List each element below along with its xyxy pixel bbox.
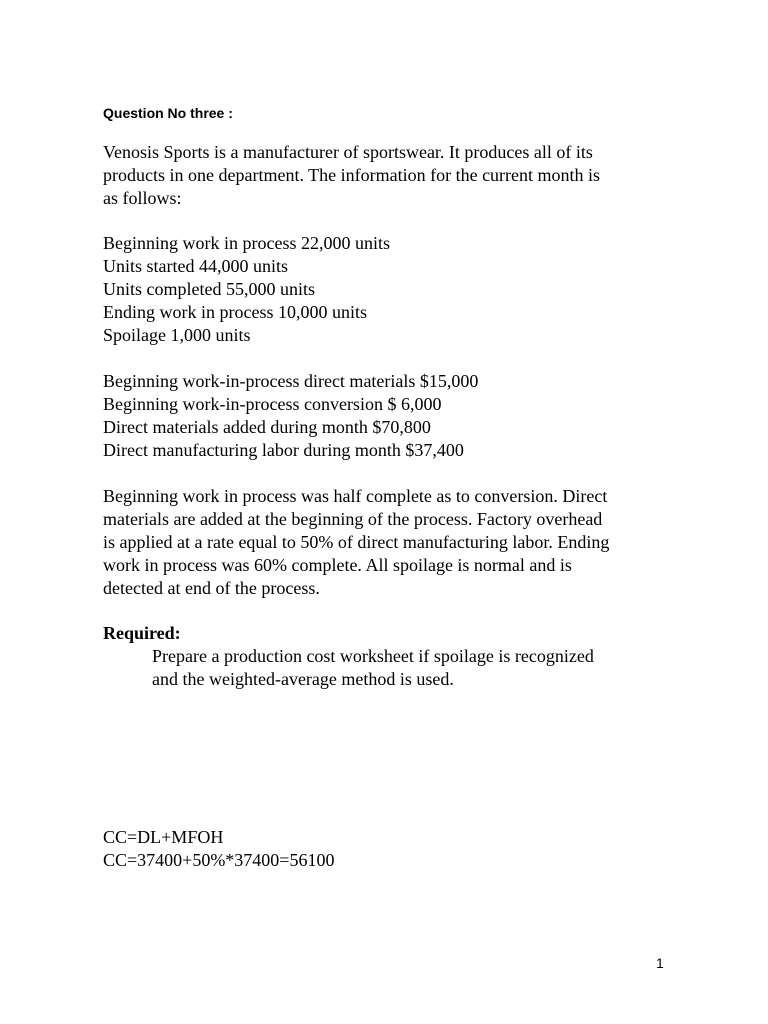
intro-line: products in one department. The information for the current month is	[103, 165, 601, 185]
required-line: and the weighted-average method is used.	[152, 669, 454, 689]
units-item: Ending work in process 10,000 units	[103, 302, 367, 322]
notes-line: Beginning work in process was half complete as to conversion. Direct	[103, 486, 608, 506]
formula-block	[103, 826, 673, 872]
units-item: Spoilage 1,000 units	[103, 325, 251, 345]
notes-line: detected at end of the process.	[103, 578, 320, 598]
intro-paragraph	[103, 141, 673, 210]
units-item: Beginning work in process 22,000 units	[103, 233, 390, 253]
notes-paragraph	[103, 485, 673, 600]
costs-list	[103, 370, 673, 462]
units-item: Units completed 55,000 units	[103, 279, 315, 299]
intro-line: as follows:	[103, 188, 182, 208]
intro-line: Venosis Sports is a manufacturer of sportswear. It produces all of its	[103, 142, 593, 162]
formula-line: CC=DL+MFOH	[103, 827, 224, 847]
notes-line: is applied at a rate equal to 50% of direct manufacturing labor. Ending	[103, 532, 610, 552]
page-number: 1	[656, 955, 664, 971]
cost-item: Direct materials added during month $70,800	[103, 417, 431, 437]
cost-item: Direct manufacturing labor during month $37,400	[103, 440, 464, 460]
units-list	[103, 232, 673, 347]
cost-item: Beginning work-in-process direct materials $15,000	[103, 371, 479, 391]
units-item: Units started 44,000 units	[103, 256, 288, 276]
required-label: Required:	[103, 623, 181, 643]
cost-item: Beginning work-in-process conversion $ 6,000	[103, 394, 442, 414]
question-heading: Question No three :	[103, 105, 233, 121]
required-text	[152, 645, 672, 691]
required-line: Prepare a production cost worksheet if spoilage is recognized	[152, 646, 594, 666]
formula-line: CC=37400+50%*37400=56100	[103, 850, 335, 870]
notes-line: materials are added at the beginning of the process. Factory overhead	[103, 509, 603, 529]
notes-line: work in process was 60% complete. All spoilage is normal and is	[103, 555, 572, 575]
